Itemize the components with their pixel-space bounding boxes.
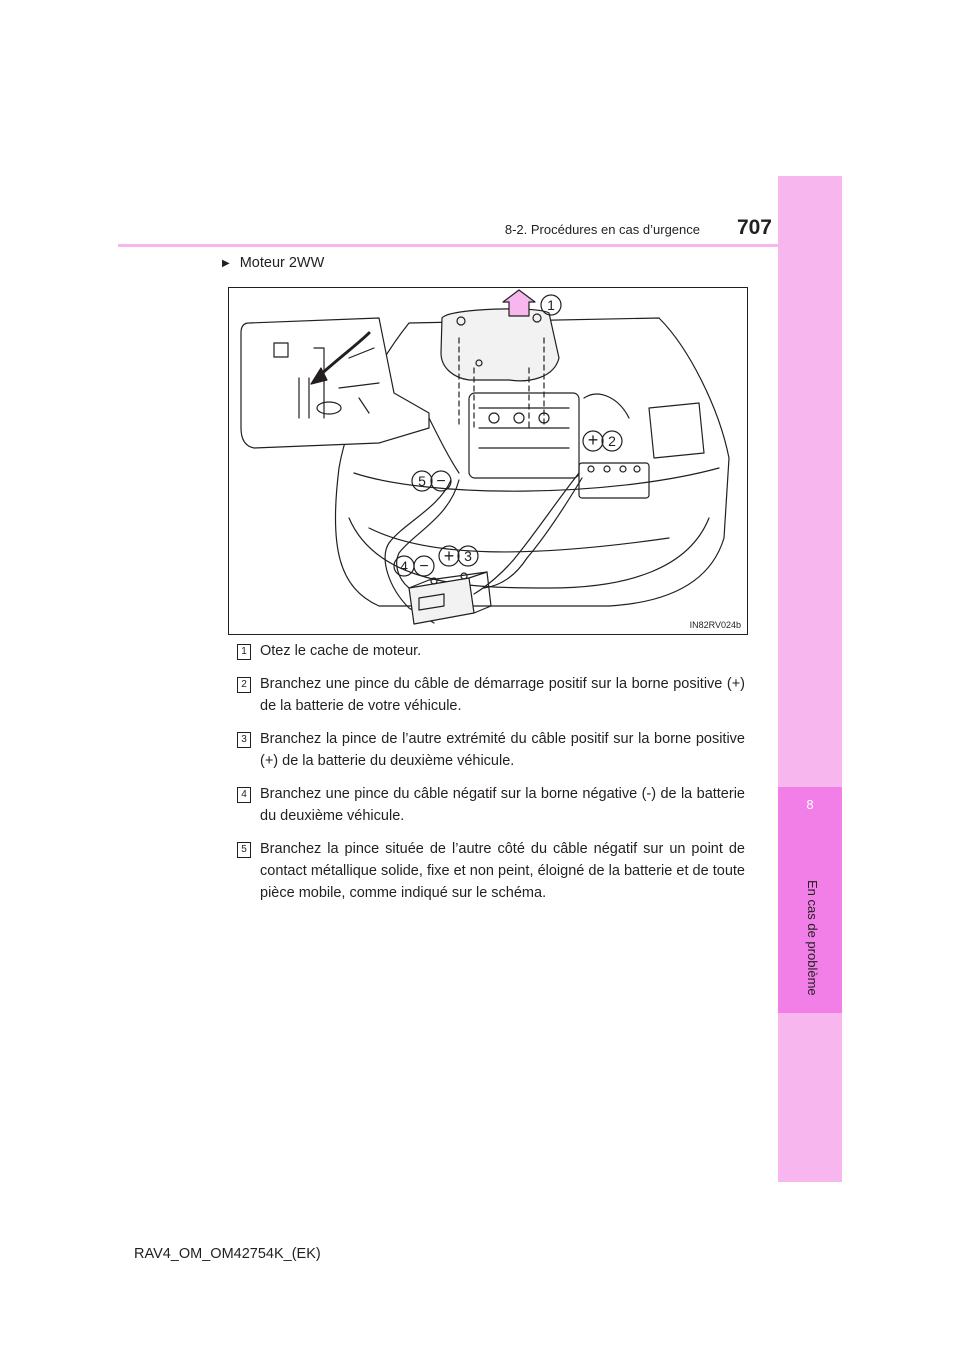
positive-symbol-battery-one: + <box>587 430 599 450</box>
negative-symbol-battery-two: − <box>419 558 429 575</box>
figure-callout-5: 5 <box>418 473 426 489</box>
figure-code: IN82RV024b <box>689 620 741 630</box>
step-item <box>237 728 745 772</box>
header-rule <box>118 244 842 247</box>
triangle-marker-icon: ▶ <box>222 258 230 269</box>
positive-symbol-battery-two: + <box>443 546 455 566</box>
negative-symbol-ground: − <box>436 473 446 490</box>
sub-heading-text: Moteur 2WW <box>239 255 325 271</box>
chapter-title: En cas de problème <box>805 880 820 996</box>
step-text: Branchez la pince de l’autre extrémité du câble positif sur la borne positive (+) de la batterie du deuxième véhicule. <box>260 731 745 769</box>
step-item <box>237 783 745 827</box>
step-number-badge: 5 <box>237 842 251 858</box>
engine-bay-illustration <box>229 288 748 635</box>
step-text: Branchez une pince du câble négatif sur la borne négative (-) de la batterie du deuxième véhicule. <box>260 786 745 824</box>
step-text: Branchez une pince du câble de démarrage positif sur la borne positive (+) de la batterie de votre véhicule. <box>260 676 745 714</box>
figure-callout-1: 1 <box>547 297 555 313</box>
step-text: Otez le cache de moteur. <box>260 643 422 659</box>
footer-doc-id: RAV4_OM_OM42754K_(EK) <box>134 1246 321 1262</box>
step-number-badge: 3 <box>237 732 251 748</box>
step-number-badge: 4 <box>237 787 251 803</box>
figure-callout-3: 3 <box>464 548 472 564</box>
figure-callout-4: 4 <box>400 558 408 574</box>
step-number-badge: 2 <box>237 677 251 693</box>
step-item <box>237 673 745 717</box>
figure-callout-2: 2 <box>608 433 616 449</box>
engine-jump-start-figure <box>228 287 748 635</box>
step-item <box>237 838 745 904</box>
page-number: 707 <box>736 216 772 239</box>
step-number-badge: 1 <box>237 644 251 660</box>
sub-heading <box>222 255 324 271</box>
step-item <box>237 640 745 662</box>
steps-list <box>237 640 745 915</box>
chapter-side-tab <box>778 176 842 1182</box>
header-section-title: 8-2. Procédures en cas d’urgence <box>504 222 700 237</box>
step-text: Branchez la pince située de l’autre côté du câble négatif sur un point de contact métallique solide, fixe et non peint, éloigné de la batterie et de toute pièce mobile, comme indiqué sur le schéma. <box>260 841 745 901</box>
chapter-number: 8 <box>806 797 814 812</box>
